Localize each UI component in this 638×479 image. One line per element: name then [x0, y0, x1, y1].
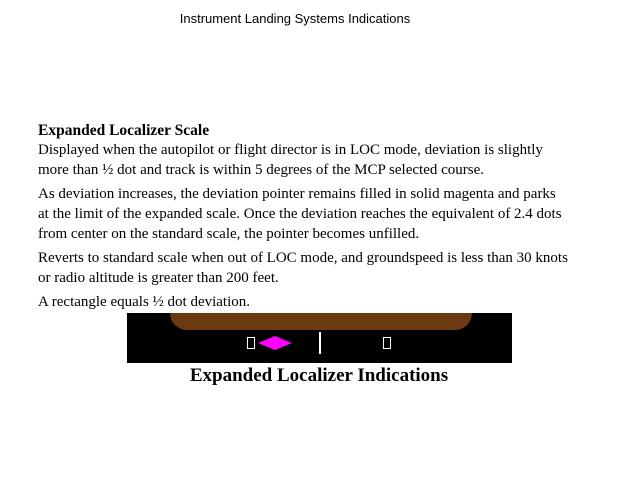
right-rectangle-marker: [383, 337, 391, 349]
paragraph-1: Displayed when the autopilot or flight director is in LOC mode, deviation is slightly more than ½ dot and track is within 5 degrees of the MCP selected course.: [38, 142, 543, 178]
content-section: [38, 122, 568, 316]
center-line-marker: [319, 332, 321, 354]
localizer-display: [127, 313, 512, 363]
deviation-pointer: [258, 336, 292, 350]
paragraph-3: Reverts to standard scale when out of LOC mode, and groundspeed is less than 30 knots or radio altitude is greater than 200 feet.: [38, 250, 568, 286]
display-arc: [170, 313, 472, 330]
left-rectangle-marker: [247, 337, 255, 349]
slide-title: Instrument Landing Systems Indications: [179, 11, 411, 26]
figure-caption: Expanded Localizer Indications: [189, 365, 449, 386]
section-heading: Expanded Localizer Scale: [38, 122, 210, 139]
paragraph-4: A rectangle equals ½ dot deviation.: [38, 294, 251, 310]
paragraph-2: As deviation increases, the deviation pointer remains filled in solid magenta and parks at the limit of the expanded scale. Once the deviation reaches the equivalent of 2.4 dots from center on the standard scale, the pointer becomes unfilled.: [38, 186, 562, 242]
